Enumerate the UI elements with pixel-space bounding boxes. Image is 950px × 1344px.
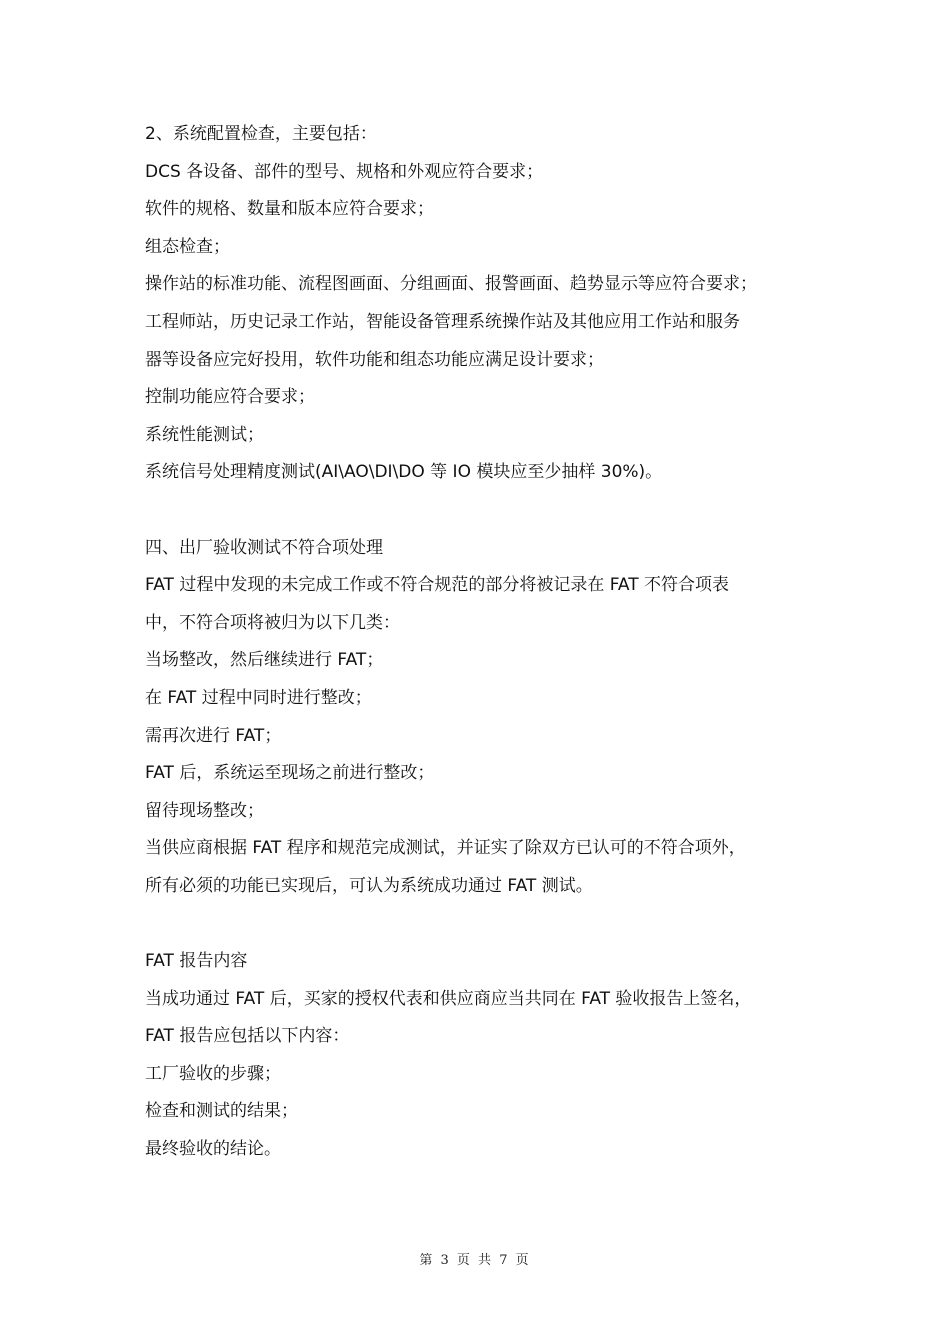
list-item: 最终验收的结论。 [145, 1139, 281, 1160]
list-item: 所有必须的功能已实现后，可认为系统成功通过 FAT 测试。 [145, 875, 593, 896]
report-heading: FAT 报告内容 [145, 951, 248, 972]
list-item: 系统信号处理精度测试(AI\AO\DI\DO 等 IO 模块应至少抽样 30%)。 [145, 462, 663, 483]
paragraph-gap [145, 905, 813, 943]
list-item: FAT 过程中发现的未完成工作或不符合规范的部分将被记录在 FAT 不符合项表 [145, 575, 730, 596]
list-item: 当场整改，然后继续进行 FAT； [145, 650, 384, 671]
document-body [145, 116, 813, 1169]
list-item: 中，不符合项将被归为以下几类： [145, 612, 400, 633]
list-item: 检查和测试的结果； [145, 1101, 298, 1122]
list-item: 工程师站，历史记录工作站，智能设备管理系统操作站及其他应用工作站和服务 [145, 311, 740, 332]
list-item: 需再次进行 FAT； [145, 725, 282, 746]
section-4-heading: 四、出厂验收测试不符合项处理 [145, 537, 383, 558]
list-item: 软件的规格、数量和版本应符合要求； [145, 199, 434, 220]
paragraph-gap [145, 492, 813, 530]
list-item: 当成功通过 FAT 后，买家的授权代表和供应商应当共同在 FAT 验收报告上签名， [145, 988, 752, 1009]
list-item: 在 FAT 过程中同时进行整改； [145, 687, 372, 708]
list-item: 操作站的标准功能、流程图画面、分组画面、报警画面、趋势显示等应符合要求； [145, 274, 757, 295]
list-item: FAT 后，系统运至现场之前进行整改； [145, 763, 435, 784]
list-item: 组态检查； [145, 236, 230, 257]
list-item: 控制功能应符合要求； [145, 387, 315, 408]
section-2-heading: 2、系统配置检查，主要包括： [145, 124, 377, 144]
list-item: DCS 各设备、部件的型号、规格和外观应符合要求； [145, 161, 544, 182]
list-item: FAT 报告应包括以下内容： [145, 1026, 350, 1047]
page-number-footer: 第 3 页 共 7 页 [419, 1253, 531, 1268]
list-item: 器等设备应完好投用，软件功能和组态功能应满足设计要求； [145, 349, 604, 370]
list-item: 工厂验收的步骤； [145, 1063, 281, 1084]
list-item: 留待现场整改； [145, 800, 264, 821]
list-item: 系统性能测试； [145, 424, 264, 445]
list-item: 当供应商根据 FAT 程序和规范完成测试，并证实了除双方已认可的不符合项外， [145, 838, 746, 859]
